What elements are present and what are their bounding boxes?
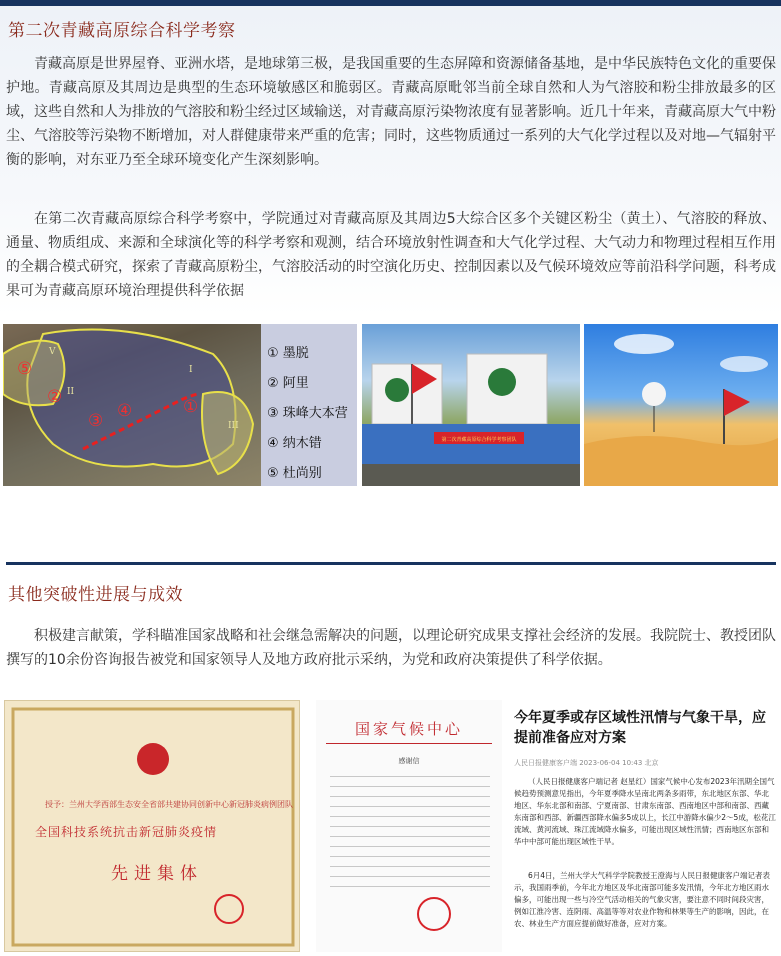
sand-dunes [584, 436, 778, 486]
letter-title: 感谢信 [398, 757, 420, 765]
ground [362, 464, 580, 486]
map-roman-iii: III [228, 421, 239, 431]
paragraph-tibet-intro: 青藏高原是世界屋脊、亚洲水塔，是地球第三极，是我国重要的生态屏障和资源储备基地，是中华民族特色文化的重要保护地。青藏高原及其周边是典型的生态环境敏感区和脆弱区。青藏高原毗邻当前全球自然和人为气溶胶和粉尘排放最多的区域，这些自然和人为排放的气溶胶和粉尘经过区域输送，对青藏高原污染物浓度有显著影响。近几十年来，青藏高原大气中粉尘、气溶胶等污染物不断增加，对人群健康带来严重的危害；同时，这些物质通过一系列的大气化学过程以及对地—气辐射平衡的影响，对东亚乃至全球环境变化产生深刻影响。 [6, 56, 776, 168]
award-certificate-image [4, 700, 300, 952]
paragraph-tibet-research: 在第二次青藏高原综合科学考察中，学院通过对青藏高原及其周边5大综合区多个关键区粉尘（黄土）、气溶胶的释放、通量、物质组成、来源和全球演化等的科学考察和观测，结合环境放射性调查和大气化学过程、大气动力和物理过程相互作用的全耦合模式研究，探索了青藏高原粉尘，气溶胶活动的时空演化历史、控制因素以及气候环境效应等前沿科学问题，科考成果可为青藏高原环境治理提供科学依据 [6, 211, 776, 299]
legend-item-namco: ④ 纳木错 [267, 436, 322, 451]
map-marker-3: ③ [88, 411, 104, 431]
map-drawing [3, 324, 261, 486]
tibet-map-image [3, 324, 261, 486]
weather-balloon [642, 382, 666, 406]
legend-item-ali: ② 阿里 [267, 376, 309, 391]
certificate-award-name: 全国科技系统抗击新冠肺炎疫情 [35, 825, 218, 839]
thank-you-letter-image [316, 700, 502, 952]
map-marker-5: ⑤ [17, 359, 33, 379]
legend-item-dushanbe: ⑤ 杜尚别 [267, 466, 322, 481]
trailer-logo-left [385, 378, 409, 402]
map-marker-2: ② [47, 387, 63, 407]
map-legend [261, 324, 357, 486]
article-headline: 今年夏季或存区域性汛情与气象干旱，应提前准备应对方案 [514, 710, 766, 746]
map-roman-i: I [189, 365, 193, 375]
letter-header: 国家气候中心 [326, 718, 492, 744]
map-marker-1: ① [183, 397, 199, 417]
official-seal-icon [215, 895, 243, 923]
team-photo [362, 324, 580, 486]
cloud [614, 334, 674, 354]
article-meta: 人民日报健康客户端 2023-06-04 10:43 北京 [514, 759, 659, 767]
article-paragraph-1: （人民日报健康客户端记者 赵星红）国家气候中心发布2023年汛期全国气候趋势预测意见指出，今年夏季降水呈南北两条多雨带，东北地区东部、华北地区、华东北部和南部、宁夏南部、甘肃东南部、西南地区中部和南部、西藏东南部和西部、新疆西部降水偏多5成以上，长江中游降水偏少2～5成，松花江流域、黄河流域、珠江流域降水偏多，可能出现区域性汛情；西南地区东部和华中中部可能出现区域性干旱。 [514, 777, 776, 846]
trailer-logo-right [488, 368, 516, 396]
desert-photo-drawing [584, 324, 778, 486]
paragraph-achievements: 积极建言献策，学科瞄准国家战略和社会继急需解决的问题，以理论研究成果支撑社会经济的发展。我院院士、教授团队撰写的10余份咨询报告被党和国家领导人及地方政府批示采纳，为党和政府决策提供了科学依据。 [6, 628, 776, 668]
news-article-image [510, 700, 778, 952]
national-emblem-icon [137, 743, 169, 775]
desert-balloon-photo [584, 324, 778, 486]
section-title-tibet: 第二次青藏高原综合科学考察 [8, 21, 236, 41]
legend-item-motuo: ① 墨脱 [267, 346, 309, 361]
article-paragraph-2: 6月4日，兰州大学大气科学学院教授王澄海与人民日报健康客户端记者表示，我国雨季前，今年北方地区及华北南部可能多发汛情，今年北方地区雨水偏多，可能出现一些与冷空气活动相关的气象灾害，要注意不同时间段灾害，例如江淮冷害、连阴雨、高温等等对农业作物和林果等生产的影响，因此，在农、林业生产方面应提前做好准备，应对方案。 [514, 871, 771, 928]
certificate-award-title: 先进集体 [111, 864, 203, 884]
letter-seal [316, 700, 502, 952]
cloud [720, 356, 768, 372]
map-roman-v: V [49, 347, 56, 357]
seal-icon [418, 898, 450, 930]
region-iii [202, 392, 253, 474]
map-marker-4: ④ [117, 401, 133, 421]
legend-item-everest: ③ 珠峰大本营 [267, 406, 348, 421]
map-roman-ii: II [67, 387, 75, 397]
team-banner-text: 第二次青藏高原综合科学考察团队 [441, 437, 517, 443]
certificate-recipient: 授予：兰州大学西部生态安全省部共建协同创新中心新冠肺炎病例团队 [45, 800, 293, 809]
section-divider [6, 562, 776, 565]
red-flag [724, 389, 750, 416]
section-title-achievements: 其他突破性进展与成效 [8, 585, 183, 605]
team-photo-drawing [362, 324, 580, 486]
